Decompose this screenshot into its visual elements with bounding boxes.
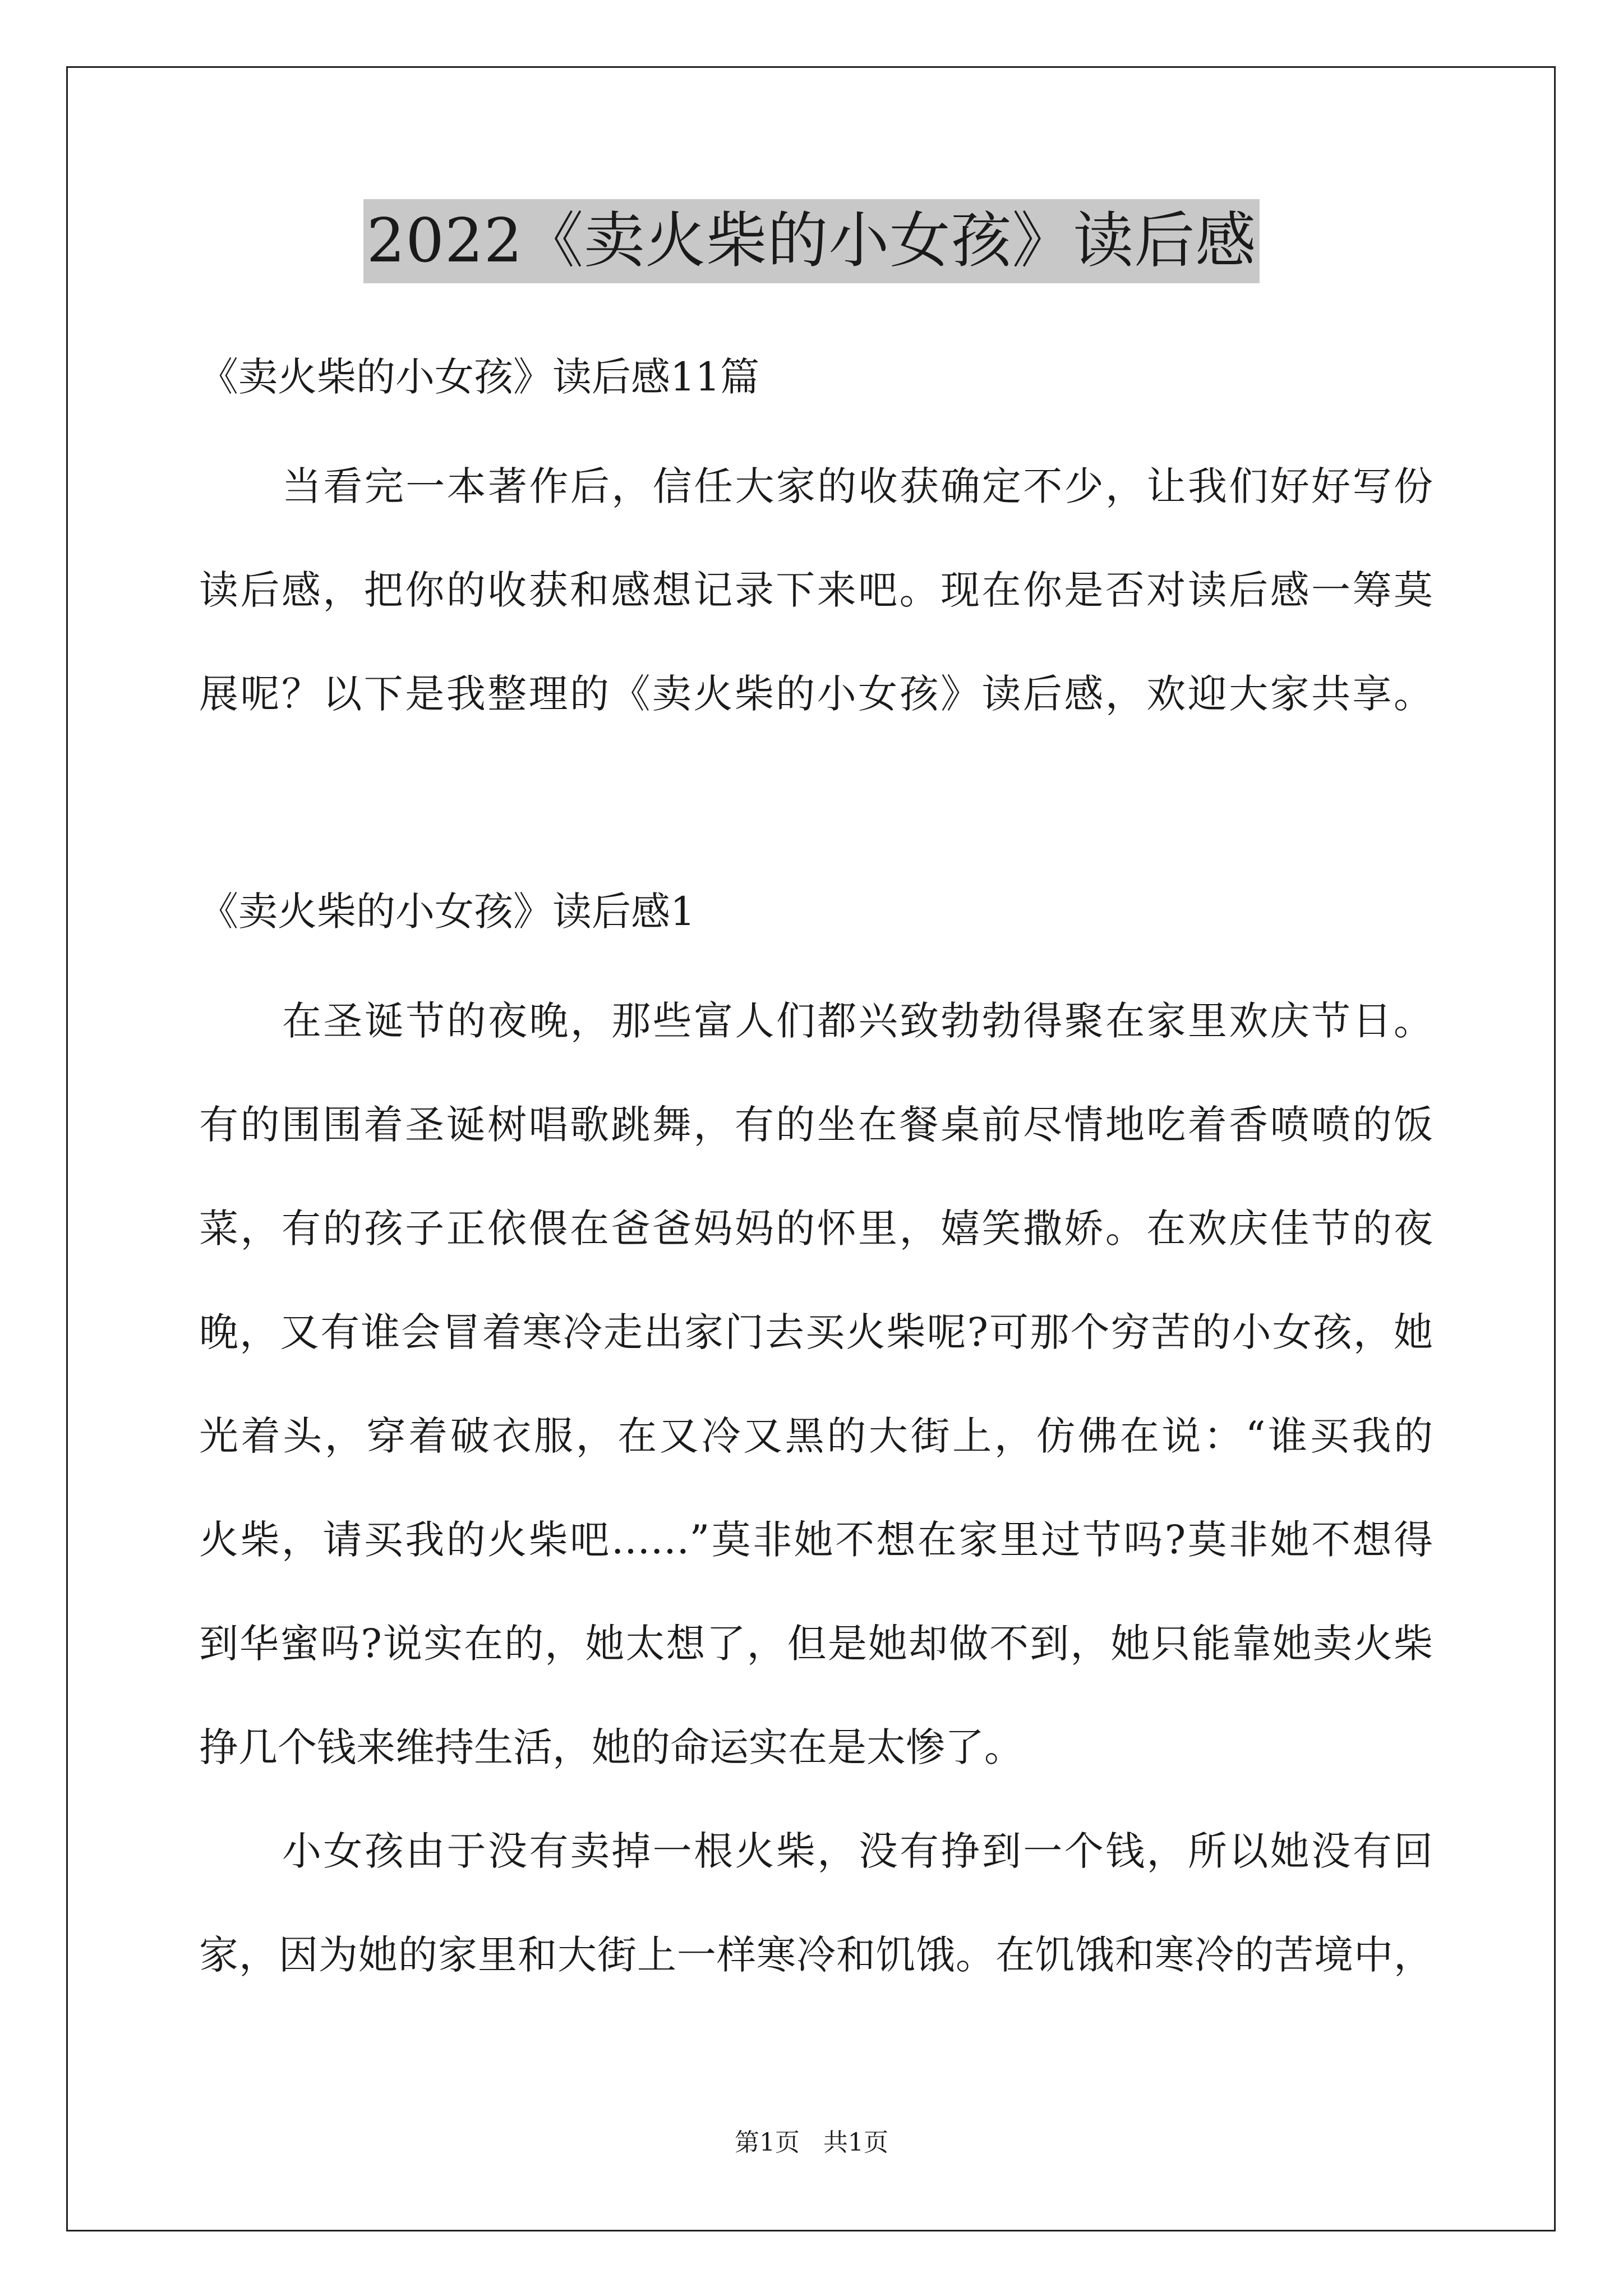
document-title: 2022《卖火柴的小女孩》读后感 bbox=[363, 199, 1260, 283]
paragraph-line: 展呢？以下是我整理的《卖火柴的小女孩》读后感，欢迎大家共享。 bbox=[199, 671, 1433, 717]
paragraph-line: 晚，又有谁会冒着寒冷走出家门去买火柴呢?可那个穷苦的小女孩，她 bbox=[199, 1309, 1433, 1355]
paragraph-line: 当看完一本著作后，信任大家的收获确定不少，让我们好好写份 bbox=[282, 463, 1433, 509]
section-heading: 《卖火柴的小女孩》读后感1 bbox=[199, 889, 695, 935]
title-container bbox=[0, 199, 1623, 283]
paragraph-line: 读后感，把你的收获和感想记录下来吧。现在你是否对读后感一筹莫 bbox=[199, 567, 1433, 613]
document-subtitle: 《卖火柴的小女孩》读后感11篇 bbox=[199, 354, 760, 400]
paragraph-line: 到华蜜吗?说实在的，她太想了，但是她却做不到，她只能靠她卖火柴 bbox=[199, 1621, 1433, 1667]
paragraph-line: 火柴，请买我的火柴吧……”莫非她不想在家里过节吗?莫非她不想得 bbox=[199, 1517, 1433, 1563]
paragraph-line: 家，因为她的家里和大街上一样寒冷和饥饿。在饥饿和寒冷的苦境中， bbox=[199, 1932, 1433, 1978]
paragraph-line: 挣几个钱来维持生活，她的命运实在是太惨了。 bbox=[199, 1724, 1023, 1770]
paragraph-2 bbox=[199, 1823, 1433, 2031]
intro-paragraph bbox=[199, 458, 1433, 770]
page-footer: 第1页 共1页 bbox=[735, 2128, 888, 2157]
paragraph-line: 菜，有的孩子正依偎在爸爸妈妈的怀里，嬉笑撒娇。在欢庆佳节的夜 bbox=[199, 1205, 1433, 1251]
paragraph-line: 小女孩由于没有卖掉一根火柴，没有挣到一个钱，所以她没有回 bbox=[282, 1828, 1433, 1874]
paragraph-line: 光着头，穿着破衣服，在又冷又黑的大街上，仿佛在说：“谁买我的 bbox=[199, 1413, 1433, 1459]
paragraph-line: 在圣诞节的夜晚，那些富人们都兴致勃勃得聚在家里欢庆节日。 bbox=[282, 998, 1433, 1044]
paragraph-line: 有的围围着圣诞树唱歌跳舞，有的坐在餐桌前尽情地吃着香喷喷的饭 bbox=[199, 1102, 1433, 1148]
paragraph-1 bbox=[199, 993, 1433, 1823]
